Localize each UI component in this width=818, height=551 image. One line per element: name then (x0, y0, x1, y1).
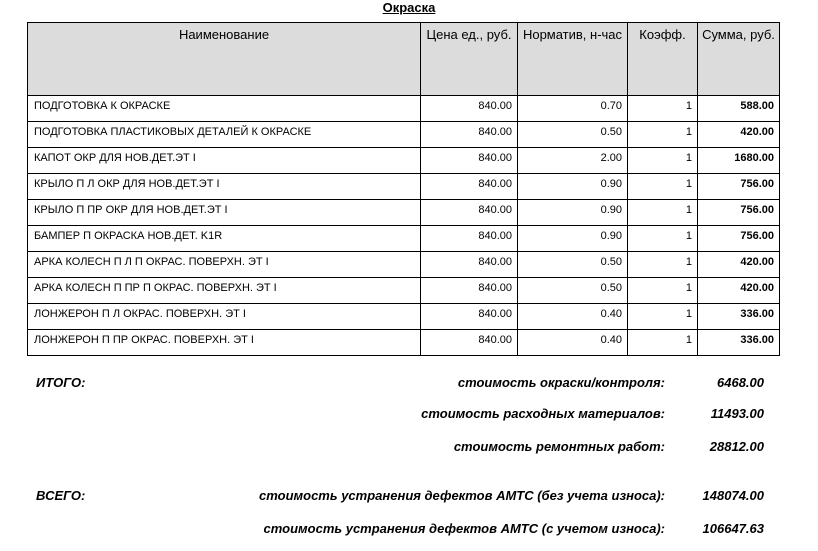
cell-norm: 0.50 (518, 252, 628, 278)
section-title: Окраска (382, 0, 436, 15)
cell-name: ЛОНЖЕРОН П Л ОКРАС. ПОВЕРХН. ЭТ I (28, 304, 421, 330)
table-row (28, 252, 780, 278)
cell-coef: 1 (628, 200, 698, 226)
cell-name: АРКА КОЛЕСН П Л П ОКРАС. ПОВЕРХН. ЭТ I (28, 252, 421, 278)
cell-norm: 0.90 (518, 226, 628, 252)
table-row (28, 330, 780, 356)
total-value: 6468.00 (717, 375, 764, 390)
table-body (28, 96, 780, 356)
header-coef: Коэфф. (628, 23, 698, 96)
cell-norm: 0.50 (518, 278, 628, 304)
cell-sum: 756.00 (698, 200, 780, 226)
cell-price: 840.00 (421, 252, 518, 278)
total-label: стоимость устранения дефектов АМТС (с учетом износа): (263, 521, 665, 536)
cell-coef: 1 (628, 148, 698, 174)
cell-price: 840.00 (421, 148, 518, 174)
cell-name: ЛОНЖЕРОН П ПР ОКРАС. ПОВЕРХН. ЭТ I (28, 330, 421, 356)
cell-norm: 0.40 (518, 304, 628, 330)
cell-price: 840.00 (421, 96, 518, 122)
cell-name: КРЫЛО П Л ОКР ДЛЯ НОВ.ДЕТ.ЭТ I (28, 174, 421, 200)
cell-price: 840.00 (421, 278, 518, 304)
cell-norm: 0.70 (518, 96, 628, 122)
cell-sum: 1680.00 (698, 148, 780, 174)
total-value: 148074.00 (702, 488, 764, 503)
cell-price: 840.00 (421, 200, 518, 226)
total-label: стоимость расходных материалов: (421, 406, 665, 421)
cell-coef: 1 (628, 96, 698, 122)
cell-coef: 1 (628, 330, 698, 356)
cell-norm: 0.50 (518, 122, 628, 148)
total-label: стоимость устранения дефектов АМТС (без учета износа): (259, 488, 665, 503)
table-row (28, 200, 780, 226)
vsego-label: ВСЕГО: (36, 488, 86, 503)
cell-sum: 420.00 (698, 252, 780, 278)
total-value: 11493.00 (710, 406, 764, 421)
cell-name: АРКА КОЛЕСН П ПР П ОКРАС. ПОВЕРХН. ЭТ I (28, 278, 421, 304)
cell-price: 840.00 (421, 330, 518, 356)
header-name: Наименование (28, 23, 421, 96)
header-norm: Норматив, н-час (518, 23, 628, 96)
cell-name: ПОДГОТОВКА ПЛАСТИКОВЫХ ДЕТАЛЕЙ К ОКРАСКЕ (28, 122, 421, 148)
cell-coef: 1 (628, 174, 698, 200)
cell-sum: 336.00 (698, 330, 780, 356)
cell-sum: 420.00 (698, 278, 780, 304)
cell-name: ПОДГОТОВКА К ОКРАСКЕ (28, 96, 421, 122)
table-row (28, 174, 780, 200)
table-row (28, 226, 780, 252)
cell-coef: 1 (628, 304, 698, 330)
total-label: стоимость ремонтных работ: (453, 439, 665, 454)
cell-sum: 588.00 (698, 96, 780, 122)
total-value: 28812.00 (709, 439, 764, 454)
cell-coef: 1 (628, 278, 698, 304)
table-row (28, 148, 780, 174)
table-row (28, 304, 780, 330)
table-row (28, 122, 780, 148)
header-price: Цена ед., руб. (421, 23, 518, 96)
cell-sum: 336.00 (698, 304, 780, 330)
cell-norm: 2.00 (518, 148, 628, 174)
cell-price: 840.00 (421, 226, 518, 252)
itogo-label: ИТОГО: (36, 375, 86, 390)
cell-name: КРЫЛО П ПР ОКР ДЛЯ НОВ.ДЕТ.ЭТ I (28, 200, 421, 226)
cell-sum: 756.00 (698, 174, 780, 200)
cell-norm: 0.90 (518, 200, 628, 226)
total-value: 106647.63 (702, 521, 764, 536)
cell-coef: 1 (628, 122, 698, 148)
cell-price: 840.00 (421, 174, 518, 200)
cell-sum: 420.00 (698, 122, 780, 148)
cell-price: 840.00 (421, 304, 518, 330)
cell-norm: 0.40 (518, 330, 628, 356)
total-label: стоимость окраски/контроля: (457, 375, 665, 390)
table-row (28, 278, 780, 304)
cell-sum: 756.00 (698, 226, 780, 252)
cell-coef: 1 (628, 226, 698, 252)
header-sum: Сумма, руб. (698, 23, 780, 96)
cell-name: БАМПЕР П ОКРАСКА НОВ.ДЕТ. K1R (28, 226, 421, 252)
table-row (28, 96, 780, 122)
cell-coef: 1 (628, 252, 698, 278)
cell-norm: 0.90 (518, 174, 628, 200)
table-header (28, 23, 780, 96)
cell-price: 840.00 (421, 122, 518, 148)
paint-works-table (27, 22, 780, 356)
cell-name: КАПОТ ОКР ДЛЯ НОВ.ДЕТ.ЭТ I (28, 148, 421, 174)
